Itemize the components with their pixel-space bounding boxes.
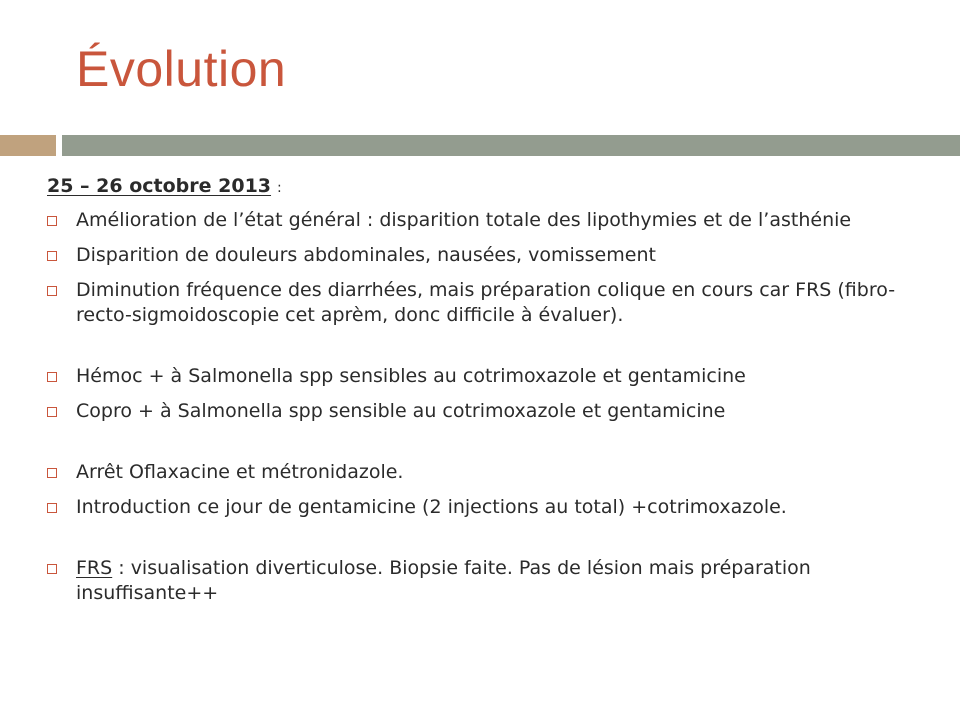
square-bullet-icon (47, 564, 57, 574)
bullet-text: Hémoc + à Salmonella spp sensibles au cotrimoxazole et gentamicine (76, 365, 746, 387)
square-bullet-icon (47, 372, 57, 382)
bullet-text: Introduction ce jour de gentamicine (2 injections au total) +cotrimoxazole. (76, 496, 787, 518)
list-item (47, 399, 937, 424)
square-bullet-icon (47, 468, 57, 478)
frs-result-text: visualisation diverticulose. Biopsie faite. Pas de lésion mais préparation insuffisante++ (76, 557, 811, 604)
bullet-text: Diminution fréquence des diarrhées, mais préparation colique en cours car FRS (fibro-recto-sigmoidoscopie cet aprèm, donc difficile à évaluer). (76, 279, 896, 326)
slide-content (47, 172, 937, 616)
bullet-text: Arrêt Oflaxacine et métronidazole. (76, 461, 404, 483)
title-divider-rule (62, 135, 960, 156)
slide-title: Évolution (76, 41, 287, 97)
bullet-text: Copro + à Salmonella spp sensible au cotrimoxazole et gentamicine (76, 400, 726, 422)
square-bullet-icon (47, 251, 57, 261)
square-bullet-icon (47, 286, 57, 296)
bullet-list (47, 208, 937, 606)
square-bullet-icon (47, 407, 57, 417)
list-item (47, 243, 937, 268)
list-item (47, 460, 937, 485)
date-heading-text: 25 – 26 octobre 2013 (47, 175, 272, 197)
date-heading (47, 172, 937, 202)
title-divider-accent (0, 135, 56, 156)
list-item (47, 495, 937, 520)
bullet-text: Disparition de douleurs abdominales, nausées, vomissement (76, 244, 656, 266)
frs-label: FRS (76, 557, 113, 579)
bullet-text: Amélioration de l’état général : disparition totale des lipothymies et de l’asthénie (76, 209, 852, 231)
date-heading-colon: : (277, 180, 282, 196)
list-item (47, 278, 937, 328)
list-item (47, 556, 937, 606)
square-bullet-icon (47, 503, 57, 513)
square-bullet-icon (47, 216, 57, 226)
list-item (47, 208, 937, 233)
frs-separator: : (112, 557, 131, 579)
list-item (47, 364, 937, 389)
bullet-text-frs (76, 556, 937, 606)
